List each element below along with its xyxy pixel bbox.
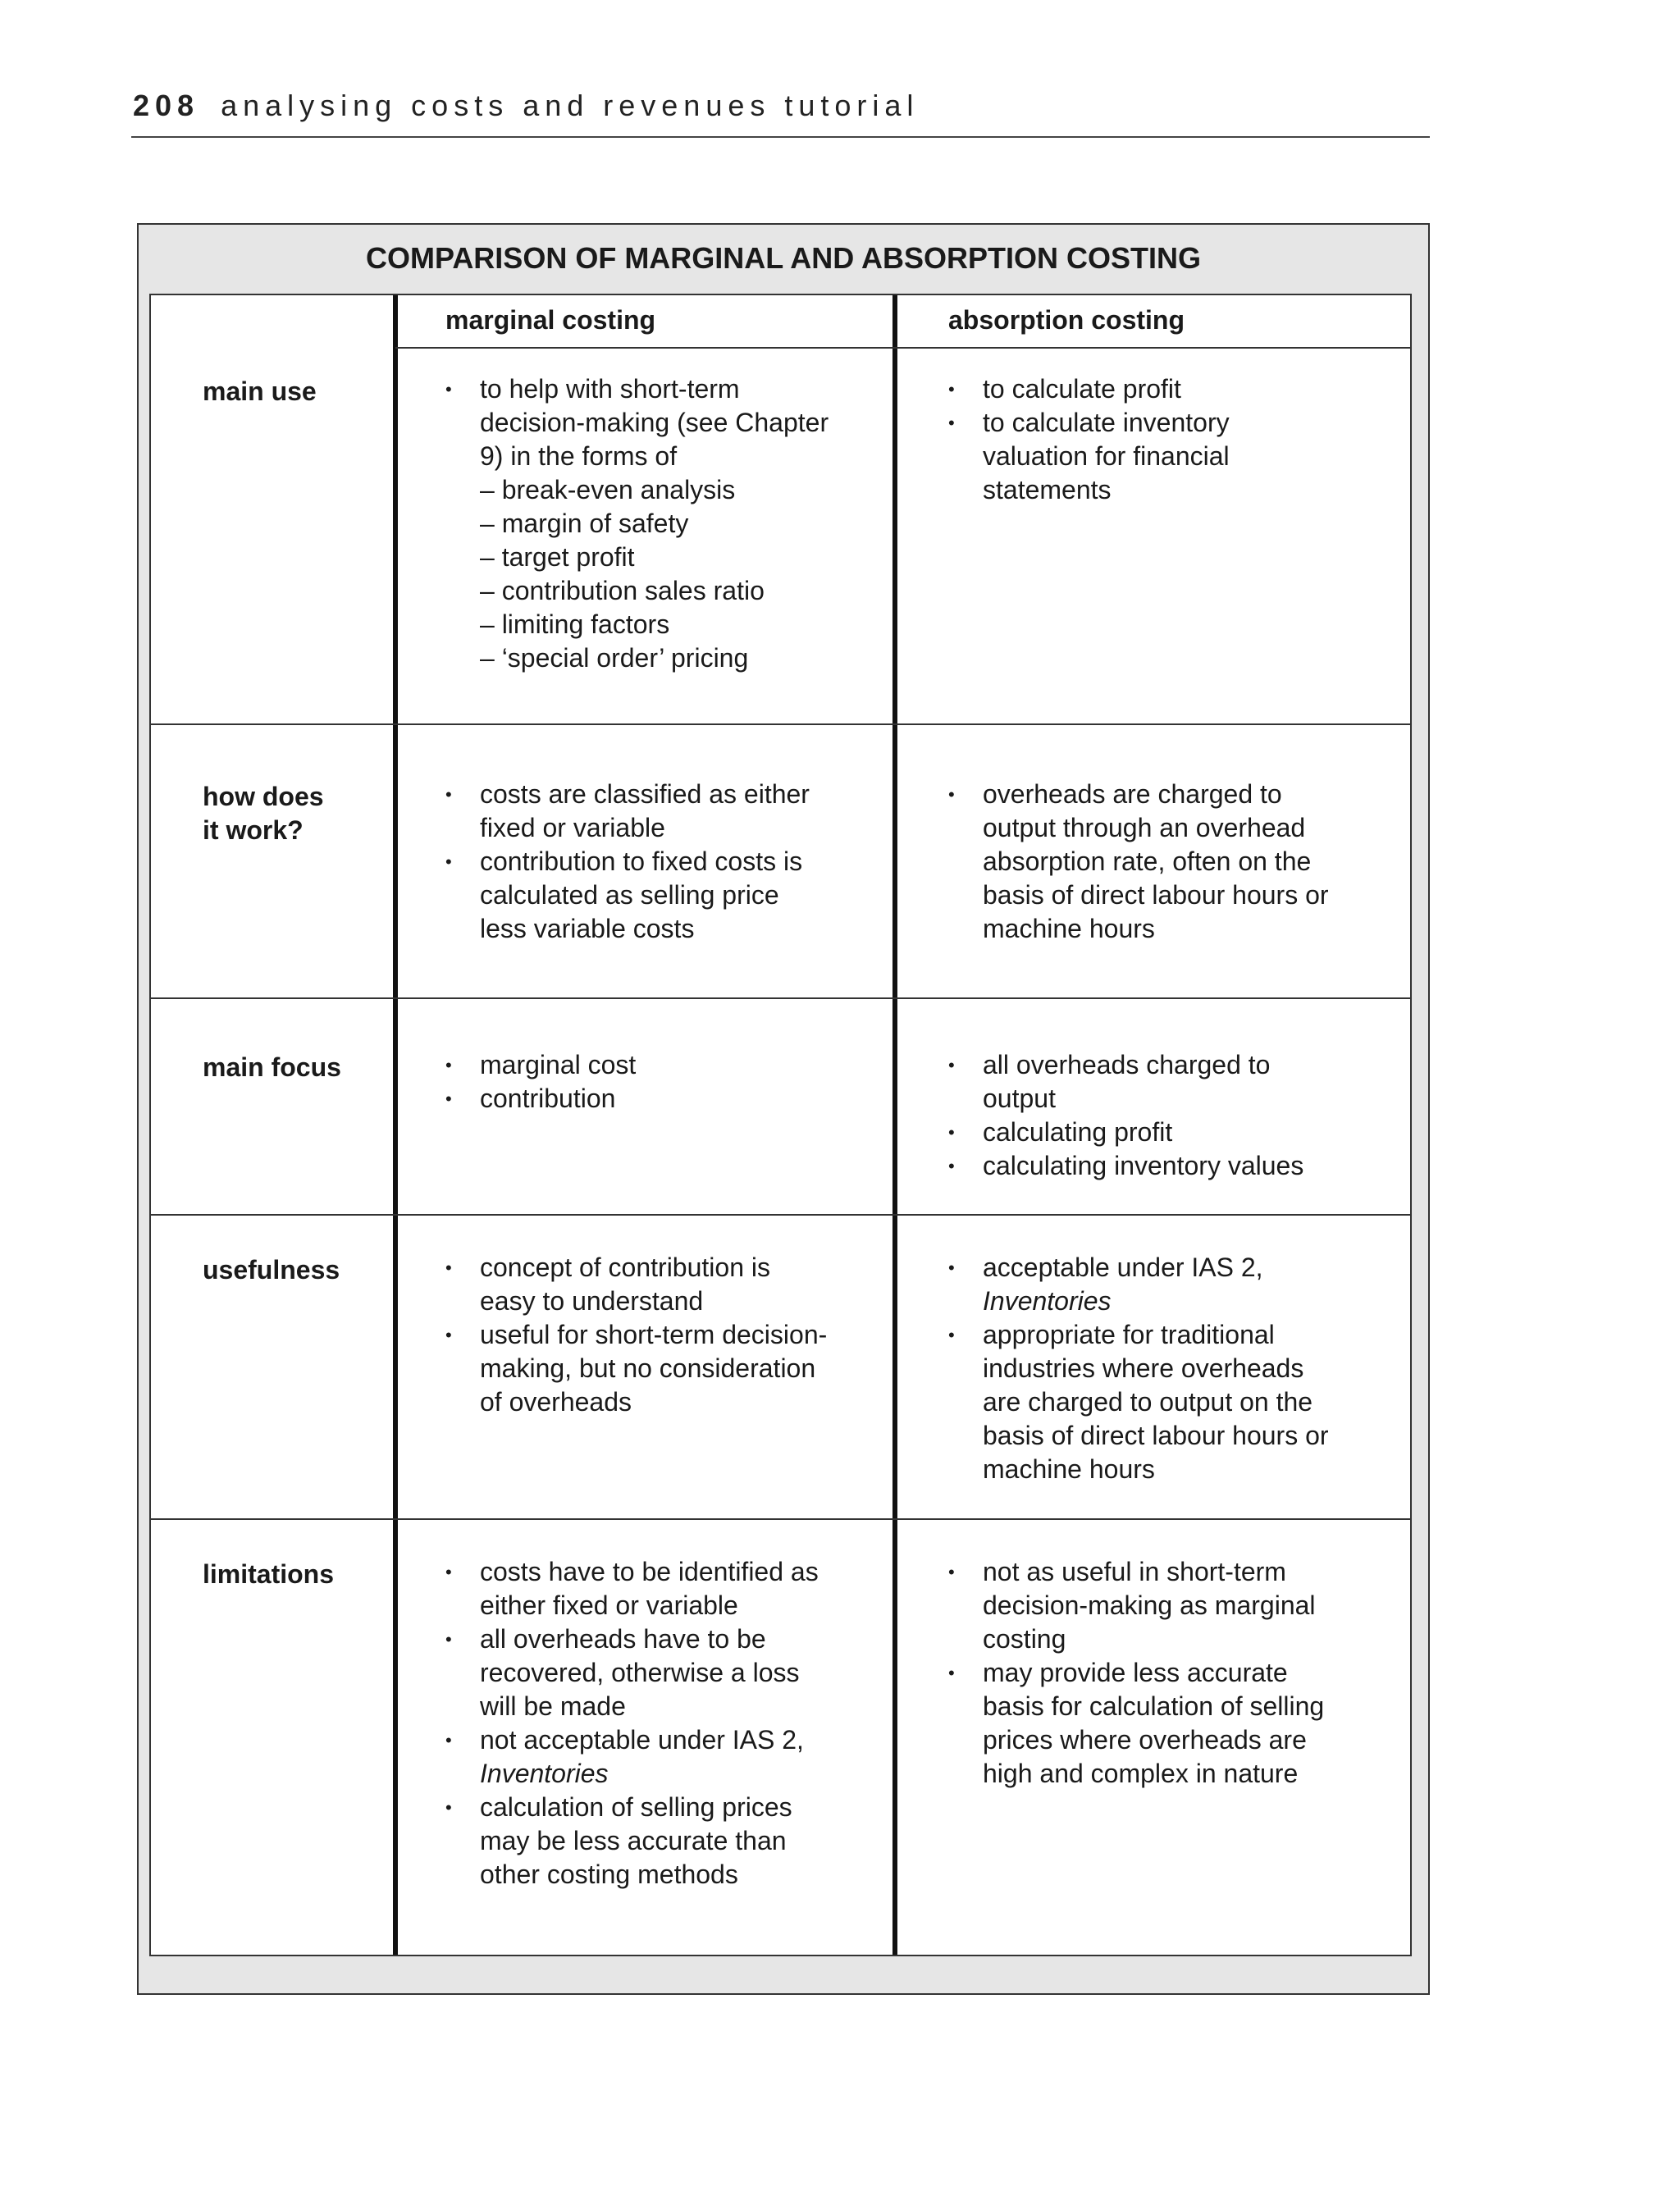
list-item-text: not acceptable under IAS 2, (480, 1725, 804, 1755)
list-item: • to help with short-term decision-making (see Chapter 9) in the forms of (445, 372, 831, 473)
row-divider (149, 1214, 1412, 1216)
column-header-absorption: absorption costing (948, 305, 1185, 335)
list-item: • all overheads have to be recovered, otherwise a loss will be made (445, 1622, 831, 1723)
list-item-text: acceptable under IAS 2, (983, 1253, 1263, 1282)
list-item: • calculation of selling prices may be less accurate than other costing methods (445, 1791, 831, 1892)
cell-absorption-usefulness (948, 1251, 1334, 1486)
list-item: • to calculate inventory valuation for financial statements (948, 406, 1334, 507)
list-item: – limiting factors (480, 609, 670, 639)
list-item: • useful for short-term decision-making, but no consideration of overheads (445, 1318, 831, 1419)
panel-title: COMPARISON OF MARGINAL AND ABSORPTION COSTING (365, 241, 1201, 275)
header-row-rule (395, 347, 1410, 349)
cell-absorption-main-focus (948, 1048, 1334, 1183)
row-divider (149, 997, 1412, 999)
list-item: – break-even analysis (480, 475, 736, 504)
list-item: • marginal cost (445, 1048, 831, 1082)
list-item: – contribution sales ratio (480, 576, 765, 605)
row-label-limitations: limitations (203, 1559, 335, 1589)
list-item: • contribution to fixed costs is calculated as selling price less variable costs (445, 845, 831, 946)
cell-marginal-main-focus (445, 1048, 831, 1116)
cell-absorption-limitations (948, 1555, 1334, 1791)
list-item: • to calculate profit (948, 372, 1334, 406)
cell-marginal-main-use (445, 372, 831, 675)
page-number: 208 (133, 89, 200, 122)
list-item: • overheads are charged to output through an overhead absorption rate, often on the basis of direct labour hours or machine hours (948, 778, 1334, 946)
cell-marginal-usefulness (445, 1251, 831, 1419)
list-item: • calculating profit (948, 1116, 1334, 1149)
row-divider (149, 723, 1412, 725)
column-header-marginal: marginal costing (445, 305, 656, 335)
list-item: • calculating inventory values (948, 1149, 1334, 1183)
list-item: • contribution (445, 1082, 831, 1116)
running-head (133, 89, 919, 123)
list-item: • all overheads charged to output (948, 1048, 1334, 1116)
row-label-line: it work? (203, 815, 304, 845)
list-item: – margin of safety (480, 509, 689, 538)
list-item: – ‘special order’ pricing (480, 643, 749, 673)
row-label-usefulness: usefulness (203, 1255, 340, 1285)
list-item-italic: Inventories (983, 1286, 1112, 1316)
cell-marginal-limitations (445, 1555, 831, 1892)
running-head-rule (131, 136, 1430, 138)
list-item-italic: Inventories (480, 1759, 609, 1788)
list-item: • costs are classified as either fixed or variable (445, 778, 831, 845)
row-label-how-does-it-work (203, 780, 324, 847)
column-divider-middle (892, 295, 897, 1955)
list-item: • costs have to be identified as either fixed or variable (445, 1555, 831, 1622)
list-item: • not as useful in short-term decision-making as marginal costing (948, 1555, 1334, 1656)
cell-absorption-how-does-it-work (948, 778, 1334, 946)
column-divider-label (393, 295, 398, 1955)
list-item: – target profit (480, 542, 635, 572)
list-item (948, 1251, 1334, 1318)
row-label-main-focus: main focus (203, 1052, 341, 1082)
list-item (445, 1723, 831, 1791)
list-item: • appropriate for traditional industries where overheads are charged to output on the basis of direct labour hours or machine hours (948, 1318, 1334, 1486)
row-divider (149, 1518, 1412, 1520)
running-head-title: analysing costs and revenues tutorial (221, 89, 920, 122)
list-item: • may provide less accurate basis for calculation of selling prices where overheads are high and complex in nature (948, 1656, 1334, 1791)
row-label-line: how does (203, 782, 324, 811)
cell-absorption-main-use (948, 372, 1334, 507)
cell-marginal-how-does-it-work (445, 778, 831, 946)
row-label-main-use: main use (203, 377, 317, 406)
list-item: • concept of contribution is easy to understand (445, 1251, 831, 1318)
